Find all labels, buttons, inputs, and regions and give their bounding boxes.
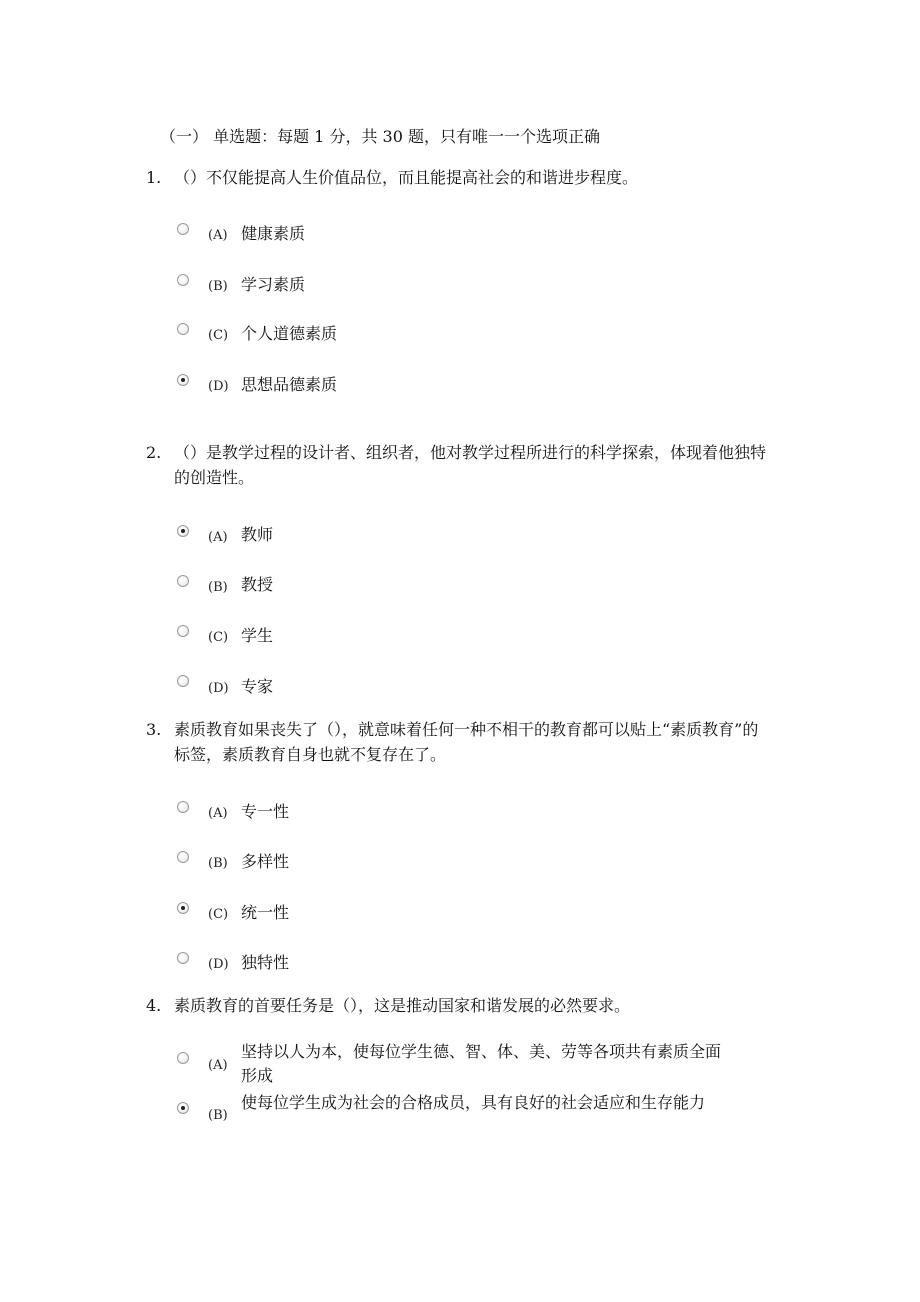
option-text: 教师	[241, 525, 274, 544]
option-text: 专一性	[241, 802, 290, 821]
radio-button[interactable]	[177, 801, 189, 813]
section-heading: （一） 单选题：每题 1 分，共 30 题，只有唯一一个选项正确	[160, 127, 600, 146]
radio-button-selected[interactable]	[177, 902, 189, 914]
question-text: （）是教学过程的设计者、组织者，他对教学过程所进行的科学探索，体现着他独特的创造性。	[174, 443, 767, 487]
radio-button-selected[interactable]	[177, 374, 189, 386]
option-label: (B)	[208, 1108, 228, 1123]
option-text: 多样性	[241, 852, 290, 871]
radio-button-selected[interactable]	[177, 525, 189, 537]
option-label: (B)	[208, 580, 228, 595]
question-number: 2.	[146, 443, 162, 462]
radio-button[interactable]	[177, 625, 189, 637]
option-text: 使每位学生成为社会的合格成员，具有良好的社会适应和生存能力	[241, 1093, 706, 1112]
radio-button[interactable]	[177, 575, 189, 587]
question-number: 1.	[146, 168, 162, 187]
option-label: (D)	[208, 681, 229, 696]
option-text: 统一性	[241, 903, 290, 922]
option-label: (C)	[208, 630, 229, 645]
option-text: 个人道德素质	[241, 324, 338, 343]
radio-button[interactable]	[177, 323, 189, 335]
option-label: (C)	[208, 328, 229, 343]
option-label: (A)	[208, 806, 228, 821]
radio-button[interactable]	[177, 851, 189, 863]
radio-button[interactable]	[177, 223, 189, 235]
question-number: 3.	[146, 720, 162, 739]
option-text: 思想品德素质	[241, 375, 338, 394]
question-text: 素质教育如果丧失了（），就意味着任何一种不相干的教育都可以贴上“素质教育”的标签，素质教育自身也就不复存在了。	[174, 720, 759, 764]
option-text: 学习素质	[241, 275, 306, 294]
option-text: 健康素质	[241, 224, 306, 243]
option-text: 教授	[241, 575, 274, 594]
option-text: 专家	[241, 677, 274, 696]
option-label: (A)	[208, 228, 228, 243]
question-text: （）不仅能提高人生价值品位，而且能提高社会的和谐进步程度。	[174, 168, 639, 187]
option-label: (C)	[208, 907, 229, 922]
radio-button[interactable]	[177, 952, 189, 964]
radio-button[interactable]	[177, 1052, 189, 1064]
option-label: (B)	[208, 279, 228, 294]
radio-button[interactable]	[177, 274, 189, 286]
radio-button[interactable]	[177, 675, 189, 687]
option-text: 坚持以人为本，使每位学生德、智、体、美、劳等各项共有素质全面形成	[241, 1042, 722, 1085]
question-number: 4.	[146, 996, 162, 1015]
option-label: (A)	[208, 1058, 228, 1073]
option-label: (D)	[208, 957, 229, 972]
question-text: 素质教育的首要任务是（），这是推动国家和谐发展的必然要求。	[174, 996, 631, 1015]
option-label: (D)	[208, 379, 229, 394]
option-text: 学生	[241, 626, 274, 645]
option-label: (B)	[208, 856, 228, 871]
option-label: (A)	[208, 530, 228, 545]
option-text: 独特性	[241, 953, 290, 972]
radio-button-selected[interactable]	[177, 1102, 189, 1114]
